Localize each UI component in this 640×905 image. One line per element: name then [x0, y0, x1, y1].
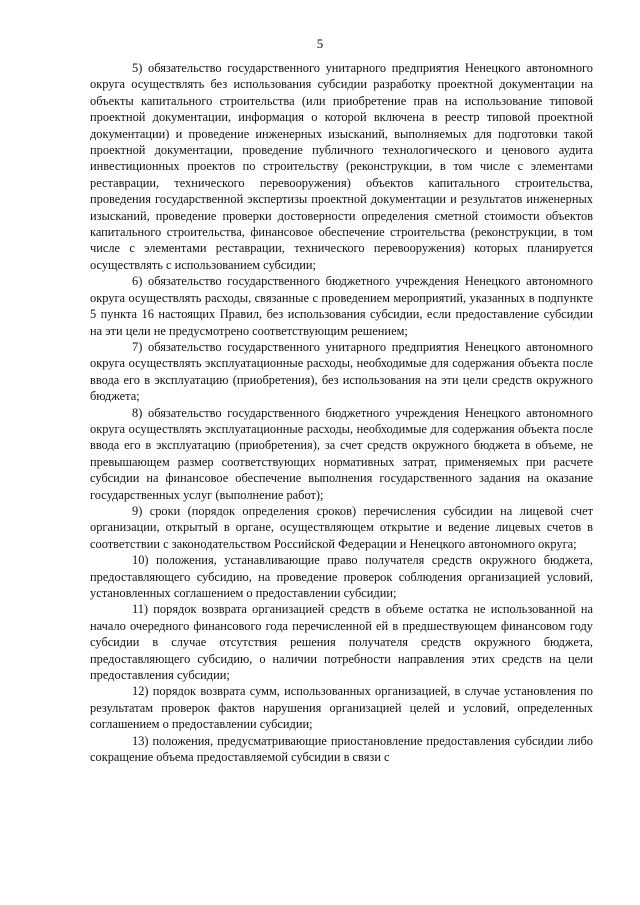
paragraph-item-12: 12) порядок возврата сумм, использованных организацией, в случае установления по результатам проверок фактов нарушения организацией целей и условий, определенных соглашением о предоставлении субсидии;: [90, 684, 593, 732]
paragraph-item-7: 7) обязательство государственного унитарного предприятия Ненецкого автономного округа осуществлять эксплуатационные расходы, необходимые для содержания объекта после ввода его в эксплуатацию (приобретения), без использования на эти цели средств окружного бюджета;: [90, 339, 593, 404]
paragraph-item-8: 8) обязательство государственного бюджетного учреждения Ненецкого автономного округа осуществлять эксплуатационные расходы, необходимые для содержания объекта после ввода его в эксплуатацию (приобретения), за счет средств окружного бюджета в объеме, не превышающем размер соответствующих нормативных затрат, применяемых при расчете субсидии на финансовое обеспечение выполнения государственного задания на оказание государственных услуг (выполнение работ);: [90, 405, 593, 502]
paragraph-item-5: 5) обязательство государственного унитарного предприятия Ненецкого автономного округа осуществлять без использования субсидии разработку проектной документации на объекты капитального строительства (или приобретение прав на использование типовой проектной документации, информация о которой включена в реестр типовой проектной документации) и проведение инженерных изысканий, выполняемых для подготовки такой проектной документации, проведение публичного технологического и ценового аудита инвестиционных проектов по строительству (реконструкции, в том числе с элементами реставрации, технического перевооружения) объектов капитального строительства, проведения государственной экспертизы проектной документации и результатов инженерных изысканий, проведение проверки достоверности определения сметной стоимости объектов капитального строительства, финансовое обеспечение строительства (реконструкции, в том числе с элементами реставрации, технического перевооружения) которых планируется осуществлять с использованием субсидии;: [90, 61, 593, 272]
paragraph-item-11: 11) порядок возврата организацией средств в объеме остатка не использованной на начало очередного финансового года перечисленной ей в предшествующем финансовом году субсидии в случае отсутствия решения получателя средств окружного бюджета, предоставляющего субсидию, о наличии потребности направления этих средств на цели предоставления субсидии;: [90, 602, 593, 683]
paragraph-item-13: 13) положения, предусматривающие приостановление предоставления субсидии либо сокращение объема предоставляемой субсидии в связи с: [90, 733, 593, 765]
paragraph-item-6: 6) обязательство государственного бюджетного учреждения Ненецкого автономного округа осуществлять расходы, связанные с проведением мероприятий, указанных в подпункте 5 пункта 16 настоящих Правил, без использования субсидии, если предоставление субсидии на эти цели не предусмотрено соответствующим решением;: [90, 274, 593, 338]
document-body: [90, 60, 593, 765]
page-number: 5: [316, 36, 324, 51]
paragraph-item-10: 10) положения, устанавливающие право получателя средств окружного бюджета, предоставляющего субсидию, на проведение проверок соблюдения организацией условий, установленных соглашением о предоставлении субсидии;: [90, 553, 593, 600]
paragraph-item-9: 9) сроки (порядок определения сроков) перечисления субсидии на лицевой счет организации, открытый в органе, осуществляющем открытие и ведение лицевых счетов в соответствии с законодательством Российской Федерации и Ненецкого автономного округа;: [90, 503, 593, 551]
